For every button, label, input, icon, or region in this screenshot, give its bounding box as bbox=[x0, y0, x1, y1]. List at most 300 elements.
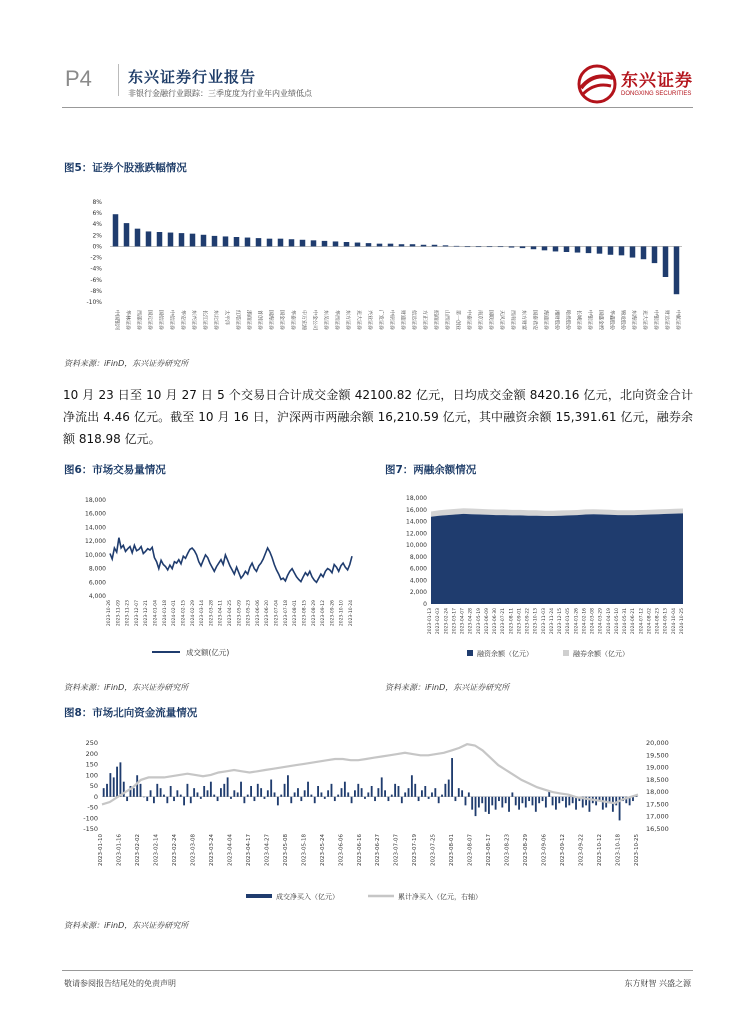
x-tick-label: 第一创业 bbox=[454, 310, 461, 331]
bar bbox=[143, 797, 145, 798]
bar bbox=[223, 784, 225, 797]
y2-tick-label: 18,000 bbox=[646, 788, 669, 797]
bar bbox=[443, 245, 449, 246]
bar bbox=[355, 243, 361, 247]
x-tick-label: 国信证券 bbox=[157, 310, 164, 331]
bar bbox=[565, 797, 567, 808]
legend-label: 融券余额（亿元） bbox=[573, 650, 629, 658]
bar bbox=[515, 797, 517, 806]
x-tick-label: 2023-06-06 bbox=[338, 834, 345, 866]
x-tick-label: 2023-09-22 bbox=[578, 834, 585, 866]
y2-tick-label: 20,000 bbox=[646, 739, 669, 747]
figure-5-chart bbox=[62, 190, 692, 355]
x-tick-label: 长江证券 bbox=[201, 310, 208, 331]
y-tick-label: 10,000 bbox=[406, 542, 427, 550]
y-tick-label: -8% bbox=[90, 287, 102, 295]
x-tick-label: 2023-06-06 bbox=[255, 600, 261, 627]
x-tick-label: 光大证券 bbox=[641, 310, 648, 331]
x-tick-label: 2023-01-13 bbox=[428, 608, 433, 635]
x-tick-label: 2023-11-09 bbox=[116, 600, 122, 627]
bar bbox=[334, 797, 336, 801]
y-tick-label: 0 bbox=[423, 601, 427, 608]
x-tick-label: 2023-04-28 bbox=[468, 608, 474, 635]
bar bbox=[491, 797, 493, 806]
bar bbox=[133, 788, 135, 797]
legend-swatch bbox=[467, 650, 473, 656]
bar bbox=[364, 797, 366, 799]
x-tick-label: 太平洋 bbox=[223, 310, 230, 326]
bar bbox=[448, 780, 450, 797]
x-tick-label: 2023-03-08 bbox=[190, 834, 197, 866]
x-tick-label: 2024-04-19 bbox=[606, 608, 612, 635]
bar bbox=[404, 792, 406, 796]
bar bbox=[410, 244, 416, 246]
bar bbox=[333, 241, 339, 246]
x-tick-label: 国海证券 bbox=[267, 310, 274, 331]
x-tick-label: 国盛金控 bbox=[597, 310, 604, 331]
bar bbox=[391, 795, 393, 797]
bar bbox=[220, 788, 222, 797]
bar bbox=[354, 790, 356, 796]
bar bbox=[109, 773, 111, 797]
bar bbox=[411, 775, 413, 797]
y-tick-label: -4% bbox=[90, 265, 102, 273]
report-title: 东兴证券行业报告 bbox=[128, 68, 257, 86]
footer-rule bbox=[62, 970, 693, 971]
x-tick-label: 信达证券 bbox=[410, 310, 417, 331]
bar bbox=[233, 790, 235, 796]
bar bbox=[254, 797, 256, 801]
bar bbox=[388, 797, 390, 801]
bar bbox=[361, 788, 363, 797]
x-tick-label: 中银证券 bbox=[652, 310, 659, 331]
bar bbox=[555, 797, 557, 810]
y-tick-label: 2% bbox=[92, 232, 102, 240]
bar bbox=[212, 236, 218, 247]
bar bbox=[488, 797, 490, 814]
bar bbox=[176, 790, 178, 796]
bar bbox=[444, 784, 446, 797]
bar bbox=[200, 797, 202, 799]
x-tick-label: 2023-07-07 bbox=[393, 834, 400, 866]
bar bbox=[518, 797, 520, 810]
bar bbox=[418, 797, 420, 801]
x-tick-label: 2023-09-12 bbox=[560, 834, 567, 866]
bar bbox=[277, 797, 279, 806]
x-tick-label: 兴业证券 bbox=[366, 310, 373, 331]
x-tick-label: 西南证券 bbox=[509, 310, 516, 331]
x-tick-label: 2023-05-19 bbox=[476, 608, 482, 635]
x-tick-label: 2023-03-17 bbox=[452, 608, 458, 635]
x-tick-label: 2023-04-17 bbox=[245, 834, 252, 866]
bar bbox=[310, 795, 312, 797]
bar bbox=[193, 788, 195, 797]
x-tick-label: 国金证券 bbox=[278, 310, 285, 331]
bar bbox=[564, 246, 570, 252]
bar bbox=[230, 797, 232, 799]
bar bbox=[157, 232, 163, 246]
y-tick-label: 16,000 bbox=[406, 506, 427, 514]
bar bbox=[183, 797, 185, 806]
x-tick-label: 2023-08-29 bbox=[523, 834, 530, 866]
x-tick-label: 2023-04-04 bbox=[227, 834, 234, 866]
x-tick-label: 中泰证券 bbox=[465, 310, 472, 331]
legend-label: 融资余额（亿元） bbox=[477, 650, 533, 658]
bar bbox=[388, 244, 394, 247]
bar bbox=[337, 795, 339, 797]
bar bbox=[612, 797, 614, 812]
x-tick-label: 2023-06-16 bbox=[356, 834, 363, 866]
x-tick-label: 东兴证券 bbox=[190, 310, 197, 331]
bar bbox=[314, 797, 316, 803]
x-tick-label: 哈投股份 bbox=[564, 310, 571, 331]
brand-logo bbox=[575, 64, 695, 104]
y2-tick-label: 19,500 bbox=[646, 751, 669, 760]
y-tick-label: 10,000 bbox=[85, 551, 106, 559]
x-tick-label: 海通证券 bbox=[542, 310, 549, 331]
x-tick-label: 广发证券 bbox=[377, 310, 384, 331]
bar bbox=[264, 797, 266, 799]
body-paragraph: 10 月 23 日至 10 月 27 日 5 个交易日合计成交金额 42100.82 亿元，日均成交金额 8420.16 亿元，北向资金合计净流出 4.46 亿元。截至 10 月 16 日，沪深两市两融余额 16,210.59 亿元，其中融资余额 15,391.61 亿元，融券余额 818.98 亿元。 bbox=[63, 388, 693, 446]
figure-5-source: 资料来源：iFinD，东兴证券研究所 bbox=[64, 359, 189, 368]
x-tick-label: 2023-09-01 bbox=[517, 608, 523, 635]
bar bbox=[575, 246, 581, 252]
bar bbox=[180, 795, 182, 797]
bar bbox=[424, 786, 426, 797]
bar bbox=[553, 246, 559, 251]
x-tick-label: 2023-08-07 bbox=[467, 834, 474, 866]
x-tick-label: 中航证券 bbox=[674, 310, 681, 331]
x-tick-label: 2024-05-10 bbox=[614, 608, 620, 635]
line-series-cumulative bbox=[102, 744, 638, 804]
bar bbox=[522, 797, 524, 803]
y-tick-label: 14,000 bbox=[406, 518, 427, 526]
x-tick-label: 西部证券 bbox=[135, 310, 142, 331]
y-tick-label: 14,000 bbox=[85, 524, 106, 532]
bar bbox=[366, 243, 372, 246]
y2-tick-label: 17,500 bbox=[646, 800, 669, 809]
x-tick-label: 中金公司 bbox=[311, 310, 318, 331]
bar bbox=[170, 786, 172, 797]
y-tick-label: 18,000 bbox=[85, 497, 106, 504]
bar bbox=[575, 797, 577, 810]
x-tick-label: 申万宏源 bbox=[300, 310, 307, 331]
x-tick-label: 2023-09-06 bbox=[541, 834, 548, 866]
bar bbox=[126, 797, 128, 801]
x-tick-label: 华泰证券 bbox=[289, 310, 296, 331]
bar bbox=[487, 246, 493, 247]
x-tick-label: 东海证券 bbox=[630, 310, 637, 331]
bar bbox=[552, 797, 554, 806]
bar bbox=[173, 797, 175, 801]
bar bbox=[421, 245, 427, 247]
bar bbox=[652, 246, 658, 263]
footer-slogan: 东方财智 兴盛之源 bbox=[624, 979, 691, 988]
x-tick-label: 华安证券 bbox=[179, 310, 186, 331]
x-tick-label: 南京证券 bbox=[476, 310, 483, 331]
x-tick-label: 财达证券 bbox=[663, 310, 670, 331]
figure-5-title: 图5：证券个股涨跌幅情况 bbox=[64, 162, 187, 174]
x-tick-label: 首创证券 bbox=[256, 310, 263, 331]
x-tick-label: 华林证券 bbox=[124, 310, 131, 331]
bar bbox=[498, 246, 504, 247]
x-tick-label: 浙商证券 bbox=[245, 310, 252, 331]
bar bbox=[257, 784, 259, 797]
x-tick-label: 山西证券 bbox=[443, 310, 450, 331]
figure-6-title: 图6：市场交易量情况 bbox=[64, 464, 166, 476]
bar bbox=[304, 790, 306, 796]
bar bbox=[438, 797, 440, 803]
x-tick-label: 2023-11-23 bbox=[125, 600, 131, 627]
y2-tick-label: 19,000 bbox=[646, 763, 669, 772]
logo-mark-icon bbox=[575, 64, 619, 104]
bar bbox=[458, 788, 460, 797]
x-tick-label: 2023-09-26 bbox=[330, 600, 336, 627]
bar bbox=[197, 792, 199, 796]
x-tick-label: 2024-01-05 bbox=[566, 608, 572, 635]
bar bbox=[572, 797, 574, 803]
x-tick-label: 2023-04-25 bbox=[228, 600, 233, 627]
y-tick-label: 150 bbox=[85, 760, 98, 769]
x-tick-label: 2023-08-01 bbox=[293, 600, 299, 627]
y-tick-label: 0% bbox=[92, 243, 102, 251]
bar bbox=[341, 788, 343, 797]
y-tick-label: 8,000 bbox=[88, 565, 106, 573]
y-tick-label: 2,000 bbox=[409, 589, 427, 597]
bar bbox=[311, 240, 317, 246]
y-tick-label: -50 bbox=[87, 803, 98, 812]
x-tick-label: 长城证券 bbox=[575, 310, 582, 331]
figure-8-source: 资料来源：iFinD，东兴证券研究所 bbox=[64, 921, 189, 930]
bar bbox=[481, 797, 483, 803]
page-number: P4 bbox=[65, 66, 92, 91]
bar bbox=[103, 788, 105, 797]
bar bbox=[331, 784, 333, 797]
x-tick-label: 2024-09-13 bbox=[663, 608, 669, 635]
x-tick-label: 2023-05-09 bbox=[237, 600, 243, 627]
bar bbox=[190, 234, 196, 247]
x-tick-label: 2023-12-15 bbox=[558, 608, 564, 635]
line-series-trading-volume bbox=[110, 538, 352, 583]
bar bbox=[327, 790, 329, 796]
bar bbox=[619, 246, 625, 255]
x-tick-label: 2023-07-19 bbox=[412, 834, 419, 866]
x-tick-label: 2023-06-30 bbox=[493, 608, 499, 635]
legend-swatch bbox=[246, 894, 272, 898]
x-tick-label: 2023-10-26 bbox=[107, 600, 112, 627]
header-rule bbox=[62, 107, 693, 108]
x-tick-label: 2023-10-10 bbox=[339, 600, 345, 627]
x-tick-label: 2023-07-04 bbox=[274, 600, 280, 627]
bar bbox=[120, 762, 122, 796]
bar bbox=[465, 797, 467, 806]
bar bbox=[542, 797, 544, 801]
x-tick-label: 中信证券 bbox=[168, 310, 175, 331]
x-tick-label: 2024-02-29 bbox=[190, 600, 196, 627]
x-tick-label: 华鑫股份 bbox=[608, 310, 615, 331]
x-tick-label: 2023-06-09 bbox=[484, 608, 490, 635]
bar bbox=[163, 795, 165, 797]
x-tick-label: 红塔证券 bbox=[234, 310, 241, 331]
bar bbox=[501, 797, 503, 808]
figure-6-source: 资料来源：iFinD，东兴证券研究所 bbox=[64, 683, 189, 692]
bar bbox=[476, 246, 482, 247]
bar bbox=[451, 758, 453, 797]
bar bbox=[545, 797, 547, 808]
bar bbox=[344, 242, 350, 246]
x-tick-label: 2024-03-29 bbox=[598, 608, 604, 635]
bar bbox=[146, 797, 148, 801]
bar bbox=[347, 792, 349, 796]
bar bbox=[294, 792, 296, 796]
bar bbox=[270, 780, 272, 797]
y-tick-label: 8% bbox=[92, 199, 102, 206]
x-tick-label: 2024-08-23 bbox=[655, 608, 661, 635]
logo-text: 东兴证券 bbox=[621, 71, 693, 91]
x-tick-label: 2023-02-24 bbox=[444, 608, 450, 635]
bar bbox=[300, 797, 302, 801]
x-tick-label: 2023-04-11 bbox=[218, 600, 224, 627]
bar bbox=[428, 797, 430, 799]
y-tick-label: 6% bbox=[92, 210, 102, 218]
y-tick-label: 50 bbox=[89, 782, 98, 790]
logo-subtext: DONGXING SECURITIES bbox=[621, 91, 692, 97]
x-tick-label: 2023-10-13 bbox=[533, 608, 539, 635]
x-tick-label: 2023-07-21 bbox=[501, 608, 507, 635]
x-tick-label: 2024-10-25 bbox=[680, 608, 685, 635]
bar bbox=[203, 786, 205, 797]
bar bbox=[289, 239, 295, 246]
y-tick-label: 4% bbox=[92, 221, 102, 229]
bar bbox=[227, 777, 229, 796]
bar bbox=[399, 244, 405, 246]
x-tick-label: 中国银河 bbox=[113, 310, 120, 331]
bar bbox=[498, 797, 500, 801]
bar bbox=[562, 797, 564, 801]
x-tick-label: 2024-01-18 bbox=[162, 600, 168, 627]
x-tick-label: 2023-05-08 bbox=[282, 834, 289, 866]
y-tick-label: 6,000 bbox=[88, 579, 106, 587]
x-tick-label: 东北证券 bbox=[212, 310, 219, 331]
bar bbox=[535, 797, 537, 812]
x-tick-label: 2023-07-18 bbox=[283, 600, 289, 627]
bar bbox=[243, 797, 245, 803]
figure-7-chart bbox=[385, 490, 693, 665]
bar bbox=[287, 775, 289, 797]
bar bbox=[394, 784, 396, 797]
x-tick-label: 2023-09-22 bbox=[525, 608, 531, 635]
bar bbox=[597, 246, 603, 253]
bar bbox=[213, 795, 215, 797]
bar bbox=[280, 795, 282, 797]
footer-disclaimer: 敬请参阅报告结尾处的免责声明 bbox=[64, 979, 176, 988]
x-tick-label: 2023-07-25 bbox=[430, 834, 437, 866]
bar bbox=[586, 246, 592, 253]
bar bbox=[568, 797, 570, 806]
y-tick-label: 6,000 bbox=[409, 565, 427, 573]
bar bbox=[414, 784, 416, 797]
x-tick-label: 东方财富 bbox=[520, 310, 527, 331]
bar bbox=[113, 214, 119, 246]
x-tick-label: 2023-03-24 bbox=[208, 834, 215, 866]
bar bbox=[381, 777, 383, 796]
bar bbox=[454, 246, 460, 247]
bar bbox=[160, 788, 162, 797]
figure-7-title: 图7：两融余额情况 bbox=[385, 464, 477, 476]
bar bbox=[505, 797, 507, 803]
bar bbox=[237, 792, 239, 796]
figure-7-source: 资料来源：iFinD，东兴证券研究所 bbox=[385, 683, 510, 692]
legend-label: 成交净买入（亿元） bbox=[276, 893, 339, 901]
x-tick-label: 东方证券 bbox=[344, 310, 351, 331]
x-tick-label: 方正证券 bbox=[421, 310, 428, 331]
y2-tick-label: 17,000 bbox=[646, 812, 669, 821]
x-tick-label: 2023-11-03 bbox=[541, 608, 547, 635]
figure-6-chart bbox=[62, 490, 362, 665]
x-tick-label: 2023-10-18 bbox=[615, 834, 622, 866]
x-tick-label: 2023-09-12 bbox=[321, 600, 327, 627]
y-tick-label: -2% bbox=[90, 254, 102, 262]
bar bbox=[317, 786, 319, 797]
y2-tick-label: 18,500 bbox=[646, 775, 669, 784]
bar bbox=[267, 790, 269, 796]
bar bbox=[321, 792, 323, 796]
bar bbox=[421, 790, 423, 796]
figure-8-title: 图8：市场北向资金流量情况 bbox=[64, 707, 198, 719]
x-tick-label: 招商证券 bbox=[432, 310, 439, 331]
bar bbox=[461, 790, 463, 796]
y-tick-label: -10% bbox=[86, 299, 102, 306]
bar bbox=[260, 788, 262, 797]
x-tick-label: 2023-06-27 bbox=[375, 834, 382, 866]
bar bbox=[240, 782, 242, 797]
bar bbox=[140, 784, 142, 797]
bar bbox=[322, 241, 328, 247]
x-tick-label: 2024-08-02 bbox=[647, 608, 653, 635]
y-tick-label: 12,000 bbox=[85, 538, 106, 546]
bar bbox=[150, 790, 152, 796]
x-tick-label: 2024-05-31 bbox=[623, 608, 629, 635]
bar bbox=[223, 236, 229, 246]
bar bbox=[267, 239, 273, 247]
x-tick-label: 中银证券 bbox=[586, 310, 593, 331]
x-tick-label: 2023-05-23 bbox=[246, 600, 252, 627]
bar bbox=[187, 784, 189, 797]
x-tick-label: 锦龙股份 bbox=[619, 310, 626, 331]
bar bbox=[558, 797, 560, 803]
bar bbox=[374, 797, 376, 801]
bar bbox=[245, 238, 251, 247]
bar bbox=[398, 786, 400, 797]
y-tick-label: -150 bbox=[83, 825, 98, 833]
x-tick-label: 2024-03-08 bbox=[590, 608, 596, 635]
x-tick-label: 天风证券 bbox=[498, 310, 505, 331]
bar bbox=[520, 246, 526, 248]
x-tick-label: 2023-08-23 bbox=[504, 834, 511, 866]
x-tick-label: 2023-02-03 bbox=[436, 608, 442, 635]
bar bbox=[190, 797, 192, 803]
x-tick-label: 2023-01-10 bbox=[98, 834, 104, 866]
legend-label: 成交额(亿元) bbox=[186, 648, 230, 657]
y-tick-label: 12,000 bbox=[406, 530, 427, 538]
bar bbox=[602, 797, 604, 810]
y-tick-label: 18,000 bbox=[406, 495, 427, 502]
x-tick-label: 2023-11-24 bbox=[549, 608, 555, 635]
y-tick-label: 16,000 bbox=[85, 510, 106, 518]
y-tick-label: 100 bbox=[85, 771, 98, 780]
bar bbox=[641, 246, 647, 259]
bar bbox=[201, 235, 207, 247]
